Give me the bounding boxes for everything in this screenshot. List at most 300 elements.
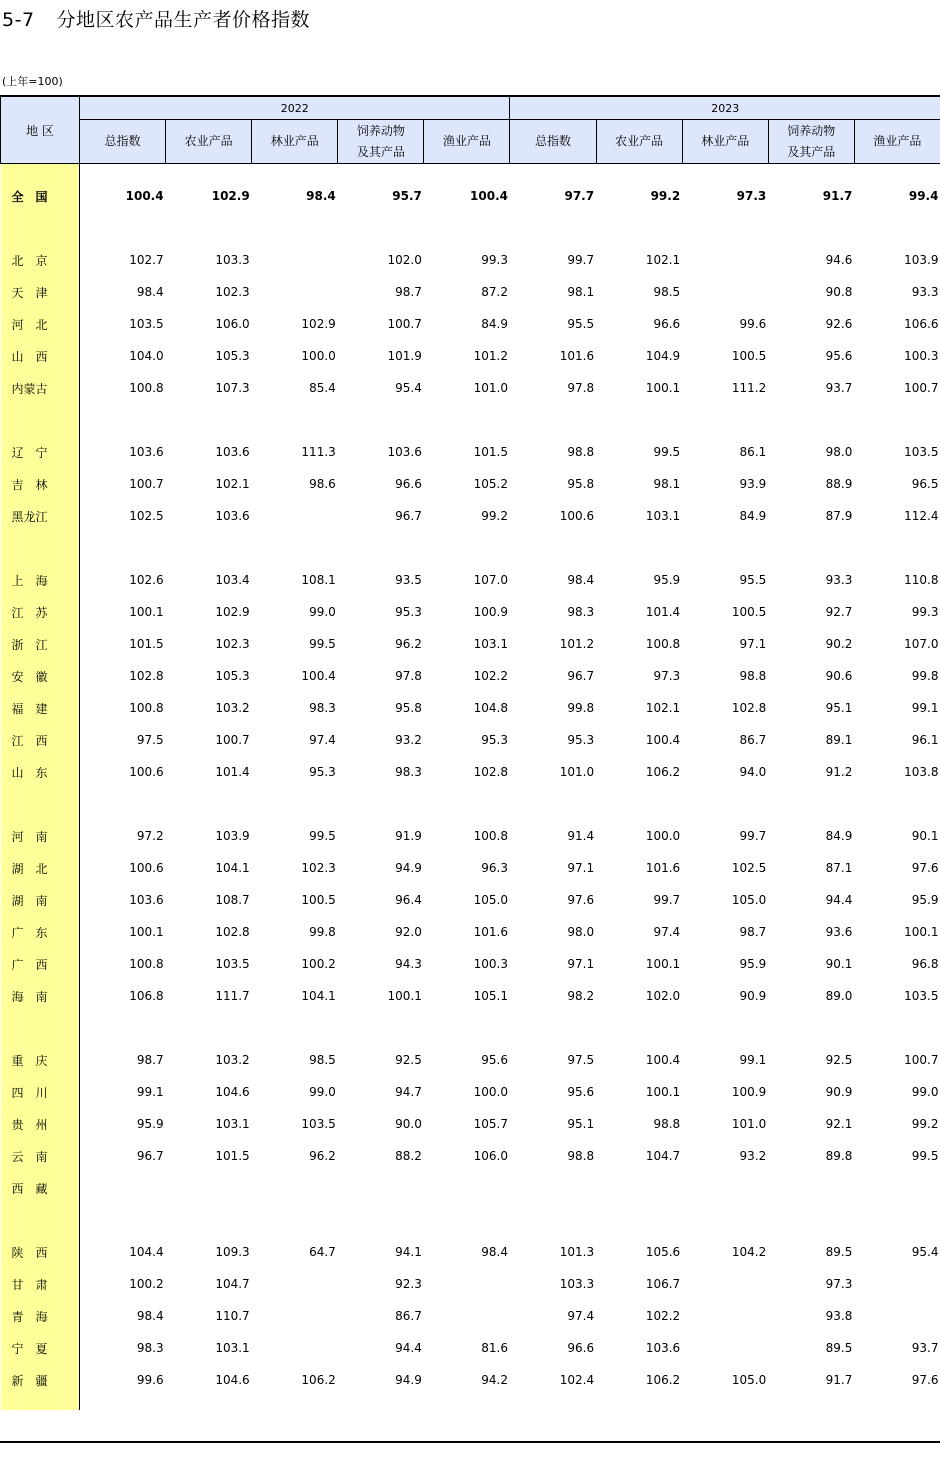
index-value: 104.6 bbox=[215, 1085, 250, 1099]
bottom-rule bbox=[0, 1441, 940, 1443]
spacer-cell bbox=[1, 788, 80, 820]
index-value: 101.9 bbox=[387, 349, 422, 363]
index-value: 103.5 bbox=[904, 989, 939, 1003]
region-name: 湖 南 bbox=[1, 884, 80, 916]
index-value: 98.2 bbox=[567, 989, 595, 1003]
index-value: 99.1 bbox=[911, 701, 939, 715]
index-value: 103.9 bbox=[904, 253, 939, 267]
index-value bbox=[510, 1172, 596, 1204]
spacer-cell bbox=[80, 404, 940, 436]
spacer-cell bbox=[1, 1396, 80, 1410]
index-value: 105.7 bbox=[473, 1117, 508, 1131]
index-value: 89.8 bbox=[825, 1149, 853, 1163]
table-row bbox=[1, 1300, 940, 1332]
region-name: 黑龙江 bbox=[1, 500, 80, 532]
index-value: 107.0 bbox=[904, 637, 939, 651]
index-value: 90.9 bbox=[739, 989, 767, 1003]
index-value: 89.5 bbox=[825, 1341, 853, 1355]
index-value: 103.1 bbox=[645, 509, 681, 523]
region-name: 福 建 bbox=[1, 692, 80, 724]
index-value: 98.4 bbox=[567, 573, 595, 587]
index-value bbox=[768, 1172, 854, 1204]
index-value: 99.2 bbox=[911, 1117, 939, 1131]
index-value: 99.8 bbox=[309, 925, 336, 939]
region-name: 湖 北 bbox=[1, 852, 80, 884]
index-value: 103.6 bbox=[215, 445, 250, 459]
index-value: 96.2 bbox=[395, 637, 422, 651]
index-value: 104.9 bbox=[645, 349, 681, 363]
index-value: 102.8 bbox=[731, 701, 767, 715]
table-row bbox=[1, 596, 940, 628]
index-value: 90.2 bbox=[825, 637, 853, 651]
index-value: 102.7 bbox=[129, 253, 164, 267]
region-name: 山 西 bbox=[1, 340, 80, 372]
table-row bbox=[1, 276, 940, 308]
index-value: 100.4 bbox=[645, 733, 681, 747]
index-value: 100.1 bbox=[387, 989, 422, 1003]
index-value: 100.6 bbox=[129, 861, 164, 875]
index-value: 103.5 bbox=[215, 957, 250, 971]
index-value: 104.1 bbox=[301, 989, 336, 1003]
index-value: 103.3 bbox=[559, 1277, 595, 1291]
index-value: 95.3 bbox=[567, 733, 595, 747]
index-value: 105.3 bbox=[215, 349, 250, 363]
column-header: 饲养动物 及其产品 bbox=[338, 120, 424, 164]
table-row bbox=[1, 916, 940, 948]
index-value: 103.5 bbox=[904, 445, 939, 459]
index-value: 98.5 bbox=[309, 1053, 336, 1067]
index-value: 100.0 bbox=[473, 1085, 508, 1099]
index-value bbox=[682, 244, 768, 276]
index-value: 104.7 bbox=[645, 1149, 681, 1163]
index-value: 94.4 bbox=[395, 1341, 422, 1355]
index-value: 102.2 bbox=[473, 669, 508, 683]
index-value: 99.7 bbox=[653, 893, 681, 907]
index-value: 102.5 bbox=[129, 509, 164, 523]
spacer-cell bbox=[1, 532, 80, 564]
index-value: 97.3 bbox=[825, 1277, 853, 1291]
index-value: 99.2 bbox=[650, 189, 681, 203]
index-value: 103.1 bbox=[215, 1341, 250, 1355]
index-value: 102.1 bbox=[645, 701, 681, 715]
index-value: 95.3 bbox=[481, 733, 508, 747]
index-value: 99.5 bbox=[653, 445, 681, 459]
table-row bbox=[1, 340, 940, 372]
index-value: 93.9 bbox=[739, 477, 767, 491]
index-value: 98.0 bbox=[825, 445, 853, 459]
index-value: 100.8 bbox=[645, 637, 681, 651]
index-value: 99.0 bbox=[309, 1085, 336, 1099]
table-row bbox=[1, 372, 940, 404]
index-value: 101.0 bbox=[731, 1117, 767, 1131]
column-header: 总指数 bbox=[510, 120, 596, 164]
index-value: 91.9 bbox=[395, 829, 422, 843]
index-value: 104.2 bbox=[731, 1245, 767, 1259]
region-name: 云 南 bbox=[1, 1140, 80, 1172]
price-index-table bbox=[0, 95, 940, 1410]
index-value: 103.6 bbox=[129, 445, 164, 459]
index-value: 100.7 bbox=[215, 733, 250, 747]
index-value bbox=[424, 1172, 510, 1204]
column-header: 总指数 bbox=[80, 120, 166, 164]
table-row bbox=[1, 564, 940, 596]
index-value: 101.5 bbox=[215, 1149, 250, 1163]
table-row bbox=[1, 1332, 940, 1364]
region-name: 广 西 bbox=[1, 948, 80, 980]
index-value: 98.1 bbox=[653, 477, 681, 491]
region-name: 新 疆 bbox=[1, 1364, 80, 1396]
index-value: 106.2 bbox=[301, 1373, 336, 1387]
index-value: 93.5 bbox=[395, 573, 422, 587]
index-value: 99.7 bbox=[739, 829, 767, 843]
table-row bbox=[1, 1044, 940, 1076]
index-value: 99.0 bbox=[309, 605, 336, 619]
index-value: 98.3 bbox=[136, 1341, 164, 1355]
index-value: 98.5 bbox=[653, 285, 681, 299]
index-value: 101.6 bbox=[559, 349, 595, 363]
index-value: 103.9 bbox=[215, 829, 250, 843]
index-value bbox=[252, 500, 338, 532]
table-row bbox=[1, 820, 940, 852]
region-name: 甘 肃 bbox=[1, 1268, 80, 1300]
region-name: 辽 宁 bbox=[1, 436, 80, 468]
index-value: 106.0 bbox=[215, 317, 250, 331]
index-value: 103.5 bbox=[129, 317, 164, 331]
index-value: 89.5 bbox=[825, 1245, 853, 1259]
table-row bbox=[1, 1236, 940, 1268]
index-value: 96.6 bbox=[395, 477, 422, 491]
index-value: 90.1 bbox=[825, 957, 853, 971]
index-value: 96.6 bbox=[567, 1341, 595, 1355]
index-value: 101.5 bbox=[129, 637, 164, 651]
index-value: 98.3 bbox=[395, 765, 422, 779]
column-header: 饲养动物 及其产品 bbox=[768, 120, 854, 164]
index-value: 103.1 bbox=[473, 637, 508, 651]
region-name: 重 庆 bbox=[1, 1044, 80, 1076]
index-value: 99.5 bbox=[309, 829, 336, 843]
table-row bbox=[1, 980, 940, 1012]
index-value: 87.2 bbox=[481, 285, 508, 299]
index-value: 100.1 bbox=[904, 925, 939, 939]
index-value bbox=[166, 1172, 252, 1204]
index-value: 96.6 bbox=[653, 317, 681, 331]
index-value: 105.0 bbox=[473, 893, 508, 907]
index-value: 107.0 bbox=[473, 573, 508, 587]
index-value: 95.4 bbox=[911, 1245, 939, 1259]
index-value: 87.9 bbox=[825, 509, 853, 523]
index-value: 94.9 bbox=[395, 1373, 422, 1387]
index-value: 101.0 bbox=[473, 381, 508, 395]
index-value: 98.3 bbox=[309, 701, 336, 715]
index-value: 91.7 bbox=[822, 189, 853, 203]
index-value bbox=[682, 276, 768, 308]
index-value: 100.7 bbox=[387, 317, 422, 331]
index-value: 104.0 bbox=[129, 349, 164, 363]
column-header: 渔业产品 bbox=[424, 120, 510, 164]
index-value: 92.6 bbox=[825, 317, 853, 331]
index-value: 97.5 bbox=[567, 1053, 595, 1067]
index-value: 102.5 bbox=[731, 861, 767, 875]
table-row bbox=[1, 852, 940, 884]
index-value: 95.4 bbox=[395, 381, 422, 395]
index-value: 100.8 bbox=[129, 957, 164, 971]
table-row bbox=[1, 1108, 940, 1140]
index-value: 102.3 bbox=[215, 285, 250, 299]
index-value: 100.3 bbox=[904, 349, 939, 363]
region-name: 江 苏 bbox=[1, 596, 80, 628]
index-value: 98.8 bbox=[739, 669, 767, 683]
index-value: 100.7 bbox=[904, 381, 939, 395]
index-value: 95.5 bbox=[567, 317, 595, 331]
index-value: 98.4 bbox=[136, 1309, 164, 1323]
index-value: 99.5 bbox=[309, 637, 336, 651]
index-value: 98.6 bbox=[309, 477, 336, 491]
region-name: 四 川 bbox=[1, 1076, 80, 1108]
index-value: 95.9 bbox=[739, 957, 767, 971]
index-value: 103.6 bbox=[129, 893, 164, 907]
index-value: 99.6 bbox=[136, 1373, 164, 1387]
index-value: 100.4 bbox=[470, 189, 508, 203]
index-value: 92.5 bbox=[395, 1053, 422, 1067]
index-value: 94.4 bbox=[825, 893, 853, 907]
region-name: 上 海 bbox=[1, 564, 80, 596]
index-value: 100.2 bbox=[129, 1277, 164, 1291]
index-value: 99.4 bbox=[908, 189, 939, 203]
region-name: 宁 夏 bbox=[1, 1332, 80, 1364]
index-value: 100.7 bbox=[129, 477, 164, 491]
index-value: 92.7 bbox=[825, 605, 853, 619]
region-name: 安 徽 bbox=[1, 660, 80, 692]
index-value bbox=[338, 1172, 424, 1204]
region-name: 西 藏 bbox=[1, 1172, 80, 1204]
index-value: 92.1 bbox=[825, 1117, 853, 1131]
index-value: 91.2 bbox=[825, 765, 853, 779]
index-value: 92.5 bbox=[825, 1053, 853, 1067]
spacer-cell bbox=[80, 1204, 940, 1236]
index-value: 102.8 bbox=[473, 765, 508, 779]
index-value: 90.0 bbox=[395, 1117, 422, 1131]
index-value: 95.9 bbox=[911, 893, 939, 907]
index-value bbox=[854, 1172, 940, 1204]
index-value: 93.3 bbox=[911, 285, 939, 299]
index-value bbox=[682, 1300, 768, 1332]
index-value: 94.0 bbox=[739, 765, 767, 779]
index-value: 112.4 bbox=[904, 509, 939, 523]
index-value: 99.8 bbox=[567, 701, 595, 715]
index-value: 100.2 bbox=[301, 957, 336, 971]
year-header-2022: 2022 bbox=[80, 96, 510, 120]
index-value: 97.2 bbox=[136, 829, 164, 843]
index-value: 96.7 bbox=[136, 1149, 164, 1163]
index-value: 103.1 bbox=[215, 1117, 250, 1131]
index-value: 101.0 bbox=[559, 765, 595, 779]
index-value: 101.6 bbox=[473, 925, 508, 939]
index-value: 109.3 bbox=[215, 1245, 250, 1259]
index-value: 101.4 bbox=[215, 765, 250, 779]
spacer-cell bbox=[1, 1012, 80, 1044]
table-row bbox=[1, 500, 940, 532]
index-value: 101.2 bbox=[559, 637, 595, 651]
index-value: 98.8 bbox=[653, 1117, 681, 1131]
index-value: 103.6 bbox=[215, 509, 250, 523]
index-value: 101.6 bbox=[645, 861, 681, 875]
index-value: 100.4 bbox=[125, 189, 164, 203]
index-value: 99.1 bbox=[136, 1085, 164, 1099]
index-value: 100.3 bbox=[473, 957, 508, 971]
index-value: 91.4 bbox=[567, 829, 595, 843]
region-name: 青 海 bbox=[1, 1300, 80, 1332]
index-value: 103.6 bbox=[387, 445, 422, 459]
index-value: 103.8 bbox=[904, 765, 939, 779]
index-value: 102.4 bbox=[559, 1373, 595, 1387]
index-value bbox=[682, 1332, 768, 1364]
spacer-cell bbox=[1, 212, 80, 244]
region-name: 河 北 bbox=[1, 308, 80, 340]
year-header-2023: 2023 bbox=[510, 96, 940, 120]
index-value: 84.9 bbox=[825, 829, 853, 843]
index-value: 100.1 bbox=[645, 1085, 681, 1099]
index-value: 97.6 bbox=[567, 893, 595, 907]
index-value: 110.8 bbox=[904, 573, 939, 587]
index-value: 95.1 bbox=[567, 1117, 595, 1131]
index-value: 97.1 bbox=[567, 957, 595, 971]
index-value: 106.2 bbox=[645, 765, 681, 779]
index-value: 103.3 bbox=[215, 253, 250, 267]
index-value: 98.7 bbox=[395, 285, 422, 299]
index-value bbox=[596, 1172, 682, 1204]
index-value: 100.1 bbox=[645, 381, 681, 395]
index-value: 94.6 bbox=[825, 253, 853, 267]
index-value: 95.6 bbox=[481, 1053, 508, 1067]
index-value: 103.6 bbox=[645, 1341, 681, 1355]
index-value: 84.9 bbox=[739, 509, 767, 523]
index-value: 86.7 bbox=[739, 733, 767, 747]
column-header: 农业产品 bbox=[596, 120, 682, 164]
column-header: 农业产品 bbox=[166, 120, 252, 164]
index-value: 102.9 bbox=[301, 317, 336, 331]
spacer-cell bbox=[1, 1204, 80, 1236]
index-value: 97.4 bbox=[567, 1309, 595, 1323]
table-number: 5-7 bbox=[2, 9, 35, 31]
index-value: 102.2 bbox=[645, 1309, 681, 1323]
index-value: 102.1 bbox=[645, 253, 681, 267]
index-value: 100.8 bbox=[473, 829, 508, 843]
region-header: 地 区 bbox=[1, 96, 80, 164]
table-row bbox=[1, 308, 940, 340]
index-value: 98.4 bbox=[136, 285, 164, 299]
index-value: 96.5 bbox=[911, 477, 939, 491]
index-value: 102.8 bbox=[129, 669, 164, 683]
index-value: 99.1 bbox=[739, 1053, 767, 1067]
index-value: 93.2 bbox=[739, 1149, 767, 1163]
index-value: 102.6 bbox=[129, 573, 164, 587]
index-value: 100.8 bbox=[129, 381, 164, 395]
unit-note: (上年=100) bbox=[2, 75, 63, 88]
index-value: 96.4 bbox=[395, 893, 422, 907]
index-value: 105.3 bbox=[215, 669, 250, 683]
index-value: 103.2 bbox=[215, 1053, 250, 1067]
index-value: 100.6 bbox=[559, 509, 595, 523]
index-value: 100.5 bbox=[301, 893, 336, 907]
index-value: 100.5 bbox=[731, 349, 767, 363]
index-value: 95.6 bbox=[567, 1085, 595, 1099]
index-value bbox=[682, 1172, 768, 1204]
index-value: 98.4 bbox=[306, 189, 336, 203]
index-value: 100.8 bbox=[129, 701, 164, 715]
index-value: 84.9 bbox=[481, 317, 508, 331]
index-value: 104.6 bbox=[215, 1373, 250, 1387]
index-value: 101.2 bbox=[473, 349, 508, 363]
index-value: 99.8 bbox=[911, 669, 939, 683]
index-value: 104.1 bbox=[215, 861, 250, 875]
index-value: 94.1 bbox=[395, 1245, 422, 1259]
table-row bbox=[1, 756, 940, 788]
index-value: 81.6 bbox=[481, 1341, 508, 1355]
index-value: 98.8 bbox=[567, 445, 595, 459]
index-value: 92.0 bbox=[395, 925, 422, 939]
region-name: 贵 州 bbox=[1, 1108, 80, 1140]
index-value: 100.0 bbox=[301, 349, 336, 363]
index-value: 99.2 bbox=[481, 509, 508, 523]
index-value: 93.8 bbox=[825, 1309, 853, 1323]
index-value: 98.4 bbox=[481, 1245, 508, 1259]
region-name: 江 西 bbox=[1, 724, 80, 756]
spacer-cell bbox=[80, 212, 940, 244]
index-value: 93.2 bbox=[395, 733, 422, 747]
region-name: 北 京 bbox=[1, 244, 80, 276]
index-value: 89.0 bbox=[825, 989, 853, 1003]
index-value: 99.6 bbox=[739, 317, 767, 331]
index-value: 95.3 bbox=[395, 605, 422, 619]
index-value: 89.1 bbox=[825, 733, 853, 747]
index-value: 107.3 bbox=[215, 381, 250, 395]
index-value: 99.3 bbox=[481, 253, 508, 267]
spacer-cell bbox=[1, 164, 80, 181]
index-value: 90.6 bbox=[825, 669, 853, 683]
index-value: 100.1 bbox=[645, 957, 681, 971]
index-value: 100.1 bbox=[129, 605, 164, 619]
index-value: 97.8 bbox=[395, 669, 422, 683]
index-value: 104.4 bbox=[129, 1245, 164, 1259]
table-row bbox=[1, 180, 940, 212]
index-value bbox=[682, 1268, 768, 1300]
index-value: 101.5 bbox=[473, 445, 508, 459]
index-value: 96.7 bbox=[567, 669, 595, 683]
index-value: 98.7 bbox=[136, 1053, 164, 1067]
table-title: 分地区农产品生产者价格指数 bbox=[56, 9, 311, 31]
index-value: 95.5 bbox=[739, 573, 767, 587]
index-value: 102.9 bbox=[215, 605, 250, 619]
table-row bbox=[1, 692, 940, 724]
spacer-cell bbox=[80, 532, 940, 564]
index-value: 99.7 bbox=[567, 253, 595, 267]
index-value: 93.7 bbox=[911, 1341, 939, 1355]
index-value: 103.4 bbox=[215, 573, 250, 587]
index-value: 108.7 bbox=[215, 893, 250, 907]
index-value: 91.7 bbox=[825, 1373, 853, 1387]
index-value: 88.2 bbox=[395, 1149, 422, 1163]
index-value: 97.1 bbox=[739, 637, 767, 651]
table-row bbox=[1, 1076, 940, 1108]
index-value: 95.7 bbox=[392, 189, 422, 203]
index-value: 90.1 bbox=[911, 829, 939, 843]
index-value: 100.4 bbox=[301, 669, 336, 683]
index-value: 97.3 bbox=[653, 669, 681, 683]
index-value: 103.5 bbox=[301, 1117, 336, 1131]
region-name: 吉 林 bbox=[1, 468, 80, 500]
index-value: 102.8 bbox=[215, 925, 250, 939]
index-value: 106.8 bbox=[129, 989, 164, 1003]
